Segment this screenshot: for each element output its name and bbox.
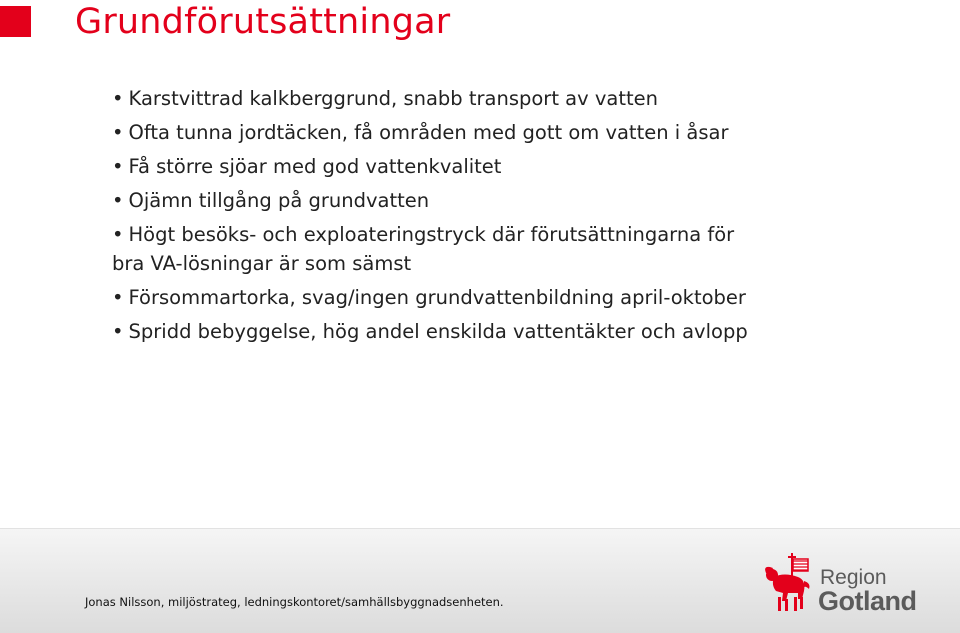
slide-title: Grundförutsättningar [75,2,451,42]
title-accent-square [0,6,31,37]
bullet-item: • Få större sjöar med god vattenkvalitet [112,152,752,181]
bullet-item: • Ojämn tillgång på grundvatten [112,186,752,215]
bullet-list [112,84,752,351]
region-gotland-logo [764,553,924,615]
logo-text-gotland: Gotland [818,586,917,616]
bullet-item: • Karstvittrad kalkberggrund, snabb transport av vatten [112,84,752,113]
bullet-item: • Ofta tunna jordtäcken, få områden med gott om vatten i åsar [112,118,752,147]
footer-bar [0,528,960,633]
bullet-item: • Spridd bebyggelse, hög andel enskilda vattentäkter och avlopp [112,317,752,346]
bullet-item: • Försommartorka, svag/ingen grundvattenbildning april-oktober [112,283,752,312]
logo-text-region: Region [820,566,887,589]
ram-with-flag-icon [764,553,816,615]
author-line: Jonas Nilsson, miljöstrateg, ledningskontoret/samhällsbyggnadsenheten. [85,595,504,609]
bullet-item: • Högt besöks- och exploateringstryck där förutsättningarna för bra VA-lösningar är som sämst [112,220,752,278]
